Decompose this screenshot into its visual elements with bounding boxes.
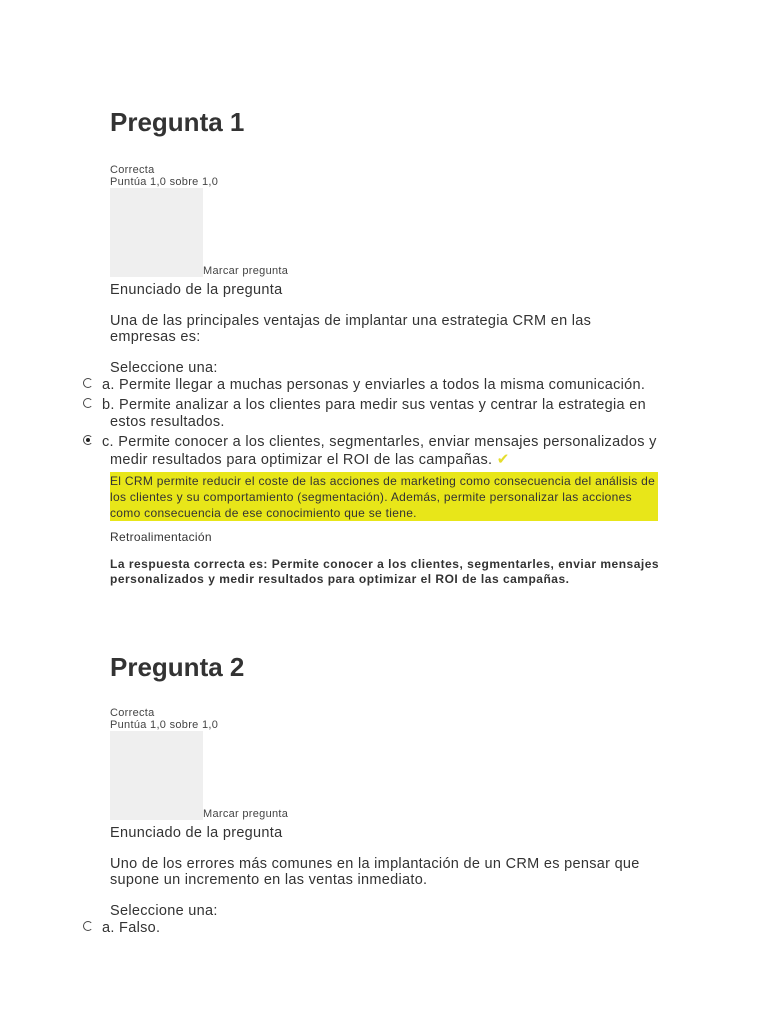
specific-feedback: El CRM permite reducir el coste de las acciones de marketing como consecuencia del análisis de los clientes y su comportamiento (segmentación). Además, permite personalizar las acciones como consecuencia de ese conocimiento que se tiene.	[110, 472, 658, 521]
option-text: Falso.	[119, 920, 161, 936]
radio-selected-icon[interactable]	[83, 435, 93, 445]
checkmark-icon: ✔	[496, 451, 510, 468]
flag-label: Marcar pregunta	[203, 808, 289, 820]
question-2	[102, 645, 660, 940]
option-letter: b.	[102, 397, 115, 413]
statement-label: Enunciado de la pregunta	[110, 825, 283, 841]
question-title: Pregunta 1	[110, 107, 245, 137]
option-text: Permite llegar a muchas personas y enviarles a todos la misma comunicación.	[119, 377, 646, 393]
feedback-label: Retroalimentación	[110, 530, 212, 544]
option-letter: c.	[102, 434, 114, 450]
flag-question[interactable]	[110, 188, 660, 277]
select-one-label: Seleccione una:	[110, 360, 218, 376]
answer-option-b[interactable]	[102, 397, 660, 431]
question-prompt: Uno de los errores más comunes en la implantación de un CRM es pensar que supone un incremento en las ventas inmediato.	[110, 856, 640, 888]
question-1	[102, 100, 660, 587]
flag-label: Marcar pregunta	[203, 265, 289, 277]
question-title: Pregunta 2	[110, 652, 245, 682]
radio-icon[interactable]	[83, 921, 93, 931]
flag-icon	[110, 188, 203, 277]
radio-icon[interactable]	[83, 378, 93, 388]
option-letter: a.	[102, 920, 115, 936]
question-prompt: Una de las principales ventajas de implantar una estrategia CRM en las empresas es:	[110, 313, 592, 345]
answer-option-c[interactable]	[102, 434, 660, 469]
answer-options	[102, 377, 660, 469]
option-text: Permite conocer a los clientes, segmentarles, enviar mensajes personalizados y medir resultados para optimizar el ROI de las campañas.	[110, 434, 657, 468]
select-one-label: Seleccione una:	[110, 903, 218, 919]
flag-icon	[110, 731, 203, 820]
answer-option-a[interactable]	[102, 377, 660, 394]
answer-option-a[interactable]	[102, 920, 660, 937]
correct-answer: La respuesta correcta es: Permite conocer a los clientes, segmentarles, enviar mensajes personalizados y medir resultados para optimizar el ROI de las campañas.	[110, 557, 660, 586]
question-score: Puntúa 1,0 sobre 1,0	[110, 176, 219, 188]
question-status: Correcta	[110, 164, 155, 176]
statement-label: Enunciado de la pregunta	[110, 282, 283, 298]
answer-options	[102, 920, 660, 937]
question-status: Correcta	[110, 707, 155, 719]
flag-question[interactable]	[110, 731, 660, 820]
option-text: Permite analizar a los clientes para medir sus ventas y centrar la estrategia en estos resultados.	[110, 397, 646, 430]
option-letter: a.	[102, 377, 115, 393]
question-score: Puntúa 1,0 sobre 1,0	[110, 719, 219, 731]
radio-icon[interactable]	[83, 398, 93, 408]
